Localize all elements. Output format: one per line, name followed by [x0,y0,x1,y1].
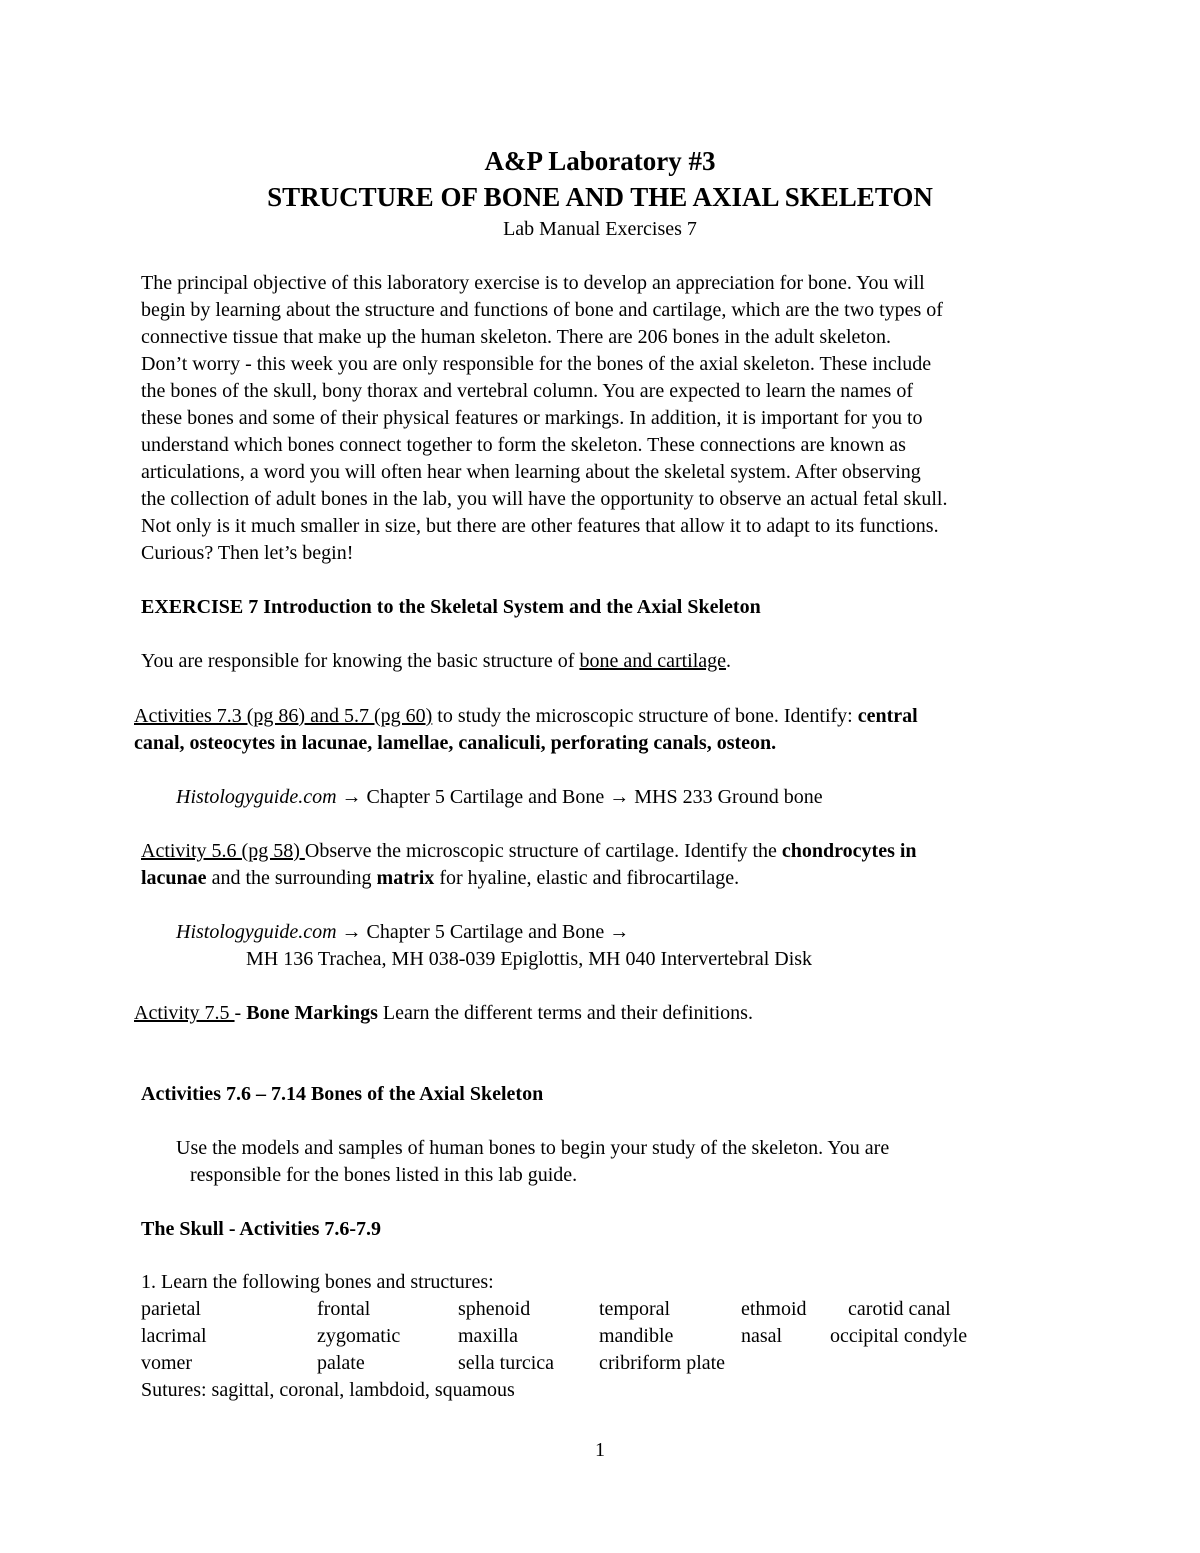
activity-7-3-line [134,703,918,730]
intro-line: understand which bones connect together to form the skeleton. These connections are known as [141,434,906,456]
intro-line: Don’t worry - this week you are only responsible for the bones of the axial skeleton. These include [141,353,932,375]
histology-slides: MH 136 Trachea, MH 038-039 Epiglottis, MH 040 Intervertebral Disk [246,948,813,970]
intro-line: the collection of adult bones in the lab, you will have the opportunity to observe an actual fetal skull. [141,488,948,510]
activity-7-3-link[interactable]: Activities 7.3 (pg 86) and 5.7 (pg 60) [134,705,433,727]
skull-intro: 1. Learn the following bones and structures: [141,1271,494,1293]
bone-term: occipital condyle [830,1325,968,1347]
intro-line: the bones of the skull, bony thorax and vertebral column. You are expected to learn the names of [141,380,914,402]
bone-term: zygomatic [317,1325,401,1347]
histology-site: Histologyguide.com [176,786,337,808]
arrow-icon: → [604,921,630,943]
bone-markings-term: Bone Markings [246,1002,378,1024]
bone-term: parietal [141,1298,201,1320]
arrow-icon: → [336,786,367,808]
matrix-term: matrix [376,867,435,889]
bone-term: lacrimal [141,1325,207,1347]
page-number: 1 [595,1439,605,1461]
activity-5-6-text-2: and the surrounding [206,867,377,889]
activity-5-6-text: Observe the microscopic structure of cartilage. Identify the [304,840,782,862]
intro-line: Curious? Then let’s begin! [141,542,354,564]
activity-5-6-text-3: for hyaline, elastic and fibrocartilage. [434,867,740,889]
intro-line: articulations, a word you will often hear when learning about the skeletal system. After observing [141,461,921,483]
intro-line: Not only is it much smaller in size, but there are other features that allow it to adapt to its functions. [141,515,939,537]
bone-term: nasal [741,1325,783,1347]
intro-line: connective tissue that make up the human skeleton. There are 206 bones in the adult skeleton. [141,326,891,348]
bone-term: maxilla [458,1325,518,1347]
lacunae-term: lacunae [141,867,207,889]
activity-5-6-bold: chondrocytes in [781,840,917,862]
responsible-line [141,648,731,675]
axial-text-line: responsible for the bones listed in this lab guide. [190,1164,578,1186]
axial-heading: Activities 7.6 – 7.14 Bones of the Axial Skeleton [141,1083,544,1105]
activity-7-3-text: to study the microscopic structure of bone. Identify: [432,705,858,727]
bone-term: vomer [141,1352,193,1374]
activity-7-3-structures-1: central [857,705,918,727]
bone-term: mandible [599,1325,674,1347]
intro-line: The principal objective of this laboratory exercise is to develop an appreciation for bone. You will [141,272,925,294]
activity-7-5-line [134,1000,753,1027]
activity-7-5-link[interactable]: Activity 7.5 [134,1002,235,1024]
activity-7-5-text: Learn the different terms and their definitions. [377,1002,753,1024]
activity-7-3-structures-2: canal, osteocytes in lacunae, lamellae, canaliculi, perforating canals, osteon. [134,732,777,754]
bone-term: palate [317,1352,365,1374]
intro-paragraph [141,270,1101,567]
intro-line: these bones and some of their physical features or markings. In addition, it is important for you to [141,407,923,429]
bone-cartilage-link[interactable]: bone and cartilage [579,650,727,672]
arrow-icon: → [336,921,367,943]
histology-ref-bone [176,784,823,811]
sutures-list: Sutures: sagittal, coronal, lambdoid, squamous [141,1379,515,1401]
document-title: A&P Laboratory #3 [484,146,716,176]
bone-term: sphenoid [458,1298,531,1320]
histology-slide: MHS 233 Ground bone [634,786,823,808]
activity-5-6-link[interactable]: Activity 5.6 (pg 58) [141,840,305,862]
histology-site: Histologyguide.com [176,921,337,943]
bone-term: sella turcica [458,1352,555,1374]
bone-term: ethmoid [741,1298,807,1320]
histology-chapter: Chapter 5 Cartilage and Bone [366,921,605,943]
manual-reference: Lab Manual Exercises 7 [503,218,697,240]
activity-5-6-line-2 [141,865,739,892]
axial-text-line: Use the models and samples of human bones to begin your study of the skeleton. You are [176,1137,890,1159]
intro-line: begin by learning about the structure and functions of bone and cartilage, which are the two types of [141,299,943,321]
skull-heading: The Skull - Activities 7.6-7.9 [141,1218,382,1240]
activity-5-6-line [141,838,917,865]
histology-chapter: Chapter 5 Cartilage and Bone [366,786,605,808]
activity-7-5-dash: - [234,1002,247,1024]
histology-ref-cartilage [176,919,629,946]
bone-term: frontal [317,1298,371,1320]
exercise-heading: EXERCISE 7 Introduction to the Skeletal System and the Axial Skeleton [141,596,761,618]
bone-term: temporal [599,1298,671,1320]
document-subtitle: STRUCTURE OF BONE AND THE AXIAL SKELETON [267,182,933,212]
bone-term: carotid canal [848,1298,951,1320]
responsible-suffix: . [726,650,732,672]
arrow-icon: → [604,786,635,808]
bone-term: cribriform plate [599,1352,726,1374]
responsible-prefix: You are responsible for knowing the basic structure of [141,650,580,672]
